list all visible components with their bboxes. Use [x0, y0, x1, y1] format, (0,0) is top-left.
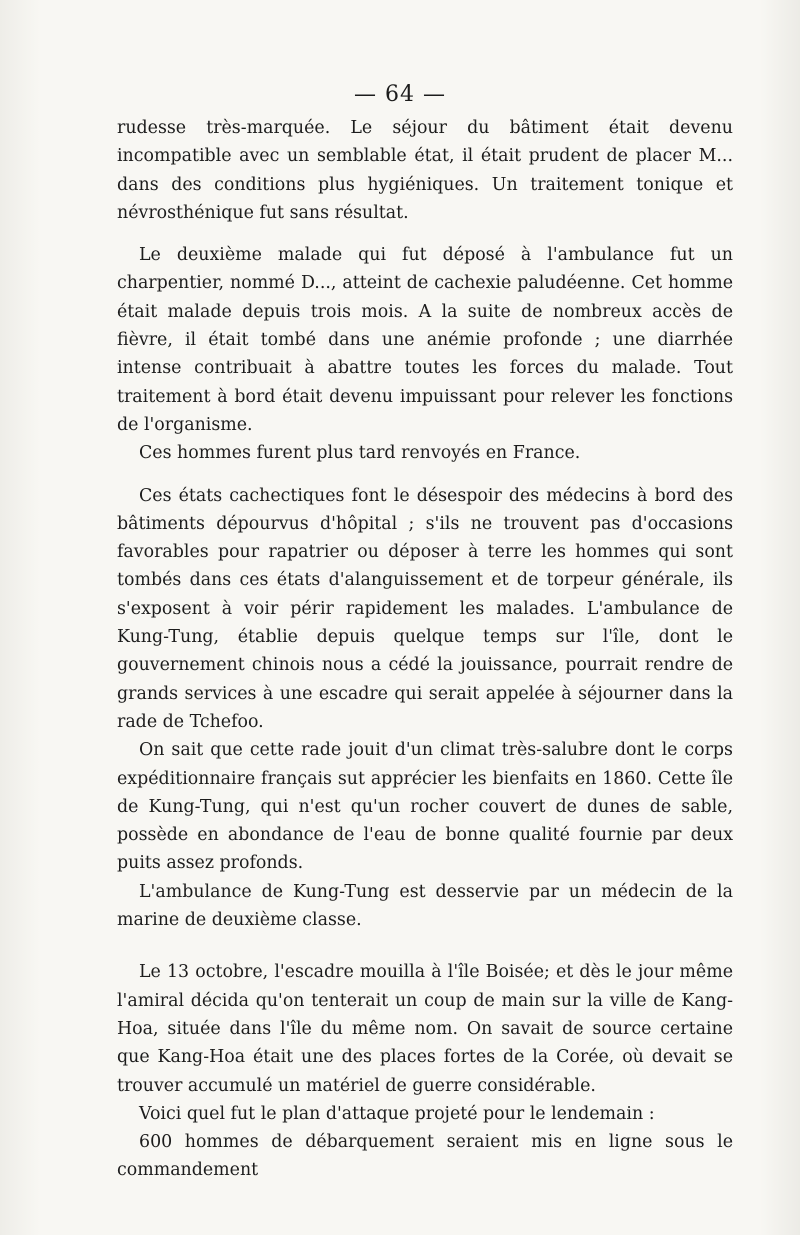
paragraph-sent-home: Ces hommes furent plus tard renvoyés en France.	[139, 443, 581, 464]
paragraph-cachectic-states: Ces états cachectiques font le désespoir des médecins à bord des bâtiments dépourvus d'hôpital ; s'ils ne trouvent pas d'occasions favorables pour rapatrier ou déposer à terre les hommes qui sont tombés dans ces états d'alanguissement et de torpeur générale, ils s'exposent à voir périr rapidement les malades. L'ambulance de Kung-Tung, établie depuis quelque temps sur l'île, dont le gouvernement chinois nous a cédé la jouissance, pourrait rendre de grands services à une escadre qui serait appelée à séjourner dans la rade de Tchefoo.	[117, 485, 733, 732]
paragraph-october-13: Le 13 octobre, l'escadre mouilla à l'île Boisée; et dès le jour même l'amiral décida qu'on tenterait un coup de main sur la ville de Kang-Hoa, située dans l'île du même nom. On savait de source certaine que Kang-Hoa était une des places fortes de la Corée, où devait se trouver accumulé un matériel de guerre considérable.	[117, 962, 733, 1096]
paragraph-climate: On sait que cette rade jouit d'un climat très-salubre dont le corps expéditionnaire français sut apprécier les bienfaits en 1860. Cette île de Kung-Tung, qui n'est qu'un rocher couvert de dunes de sable, possède en abondance de l'eau de bonne qualité fournie par deux puits assez profonds.	[117, 740, 733, 874]
body-text	[117, 114, 733, 1185]
paragraph-ambulance-staff: L'ambulance de Kung-Tung est desservie par un médecin de la marine de deuxième classe.	[117, 881, 733, 931]
paragraph-continuation: rudesse très-marquée. Le séjour du bâtiment était devenu incompatible avec un semblable état, il était prudent de placer M... dans des conditions plus hygiéniques. Un traitement tonique et névrosthénique fut sans résultat.	[117, 118, 733, 223]
paragraph-attack-plan: Voici quel fut le plan d'attaque projeté pour le lendemain :	[139, 1103, 655, 1124]
paragraph-second-patient: Le deuxième malade qui fut déposé à l'ambulance fut un charpentier, nommé D..., atteint de cachexie paludéenne. Cet homme était malade depuis trois mois. A la suite de nombreux accès de fièvre, il était tombé dans une anémie profonde ; une diarrhée intense contribuait à abattre toutes les forces du malade. Tout traitement à bord était devenu impuissant pour relever les fonctions de l'organisme.	[117, 245, 733, 435]
page-number: — 64 —	[354, 82, 446, 107]
paragraph-landing-force: 600 hommes de débarquement seraient mis en ligne sous le commandement	[117, 1132, 733, 1181]
